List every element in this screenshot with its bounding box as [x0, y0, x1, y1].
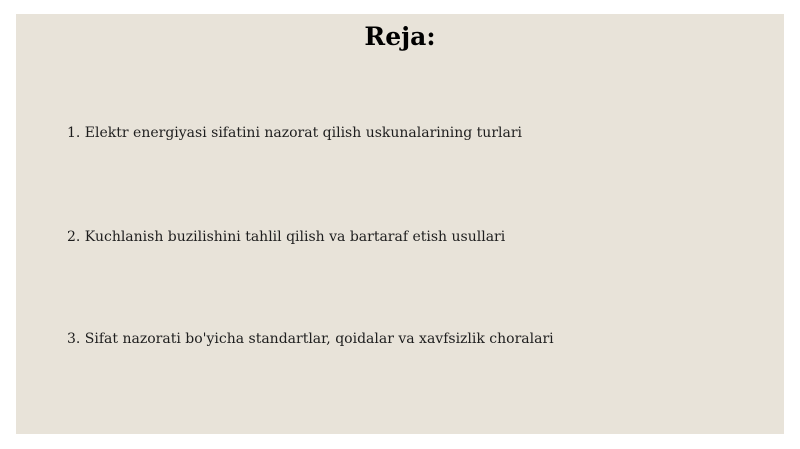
- plan-item-1: 1. Elektr energiyasi sifatini nazorat qilish uskunalarining turlari: [67, 125, 523, 141]
- plan-item-3: 3. Sifat nazorati bo'yicha standartlar, qoidalar va xavfsizlik choralari: [67, 331, 554, 347]
- slide: [16, 14, 784, 434]
- slide-title: Reja:: [364, 22, 436, 51]
- plan-item-2: 2. Kuchlanish buzilishini tahlil qilish va bartaraf etish usullari: [67, 229, 506, 245]
